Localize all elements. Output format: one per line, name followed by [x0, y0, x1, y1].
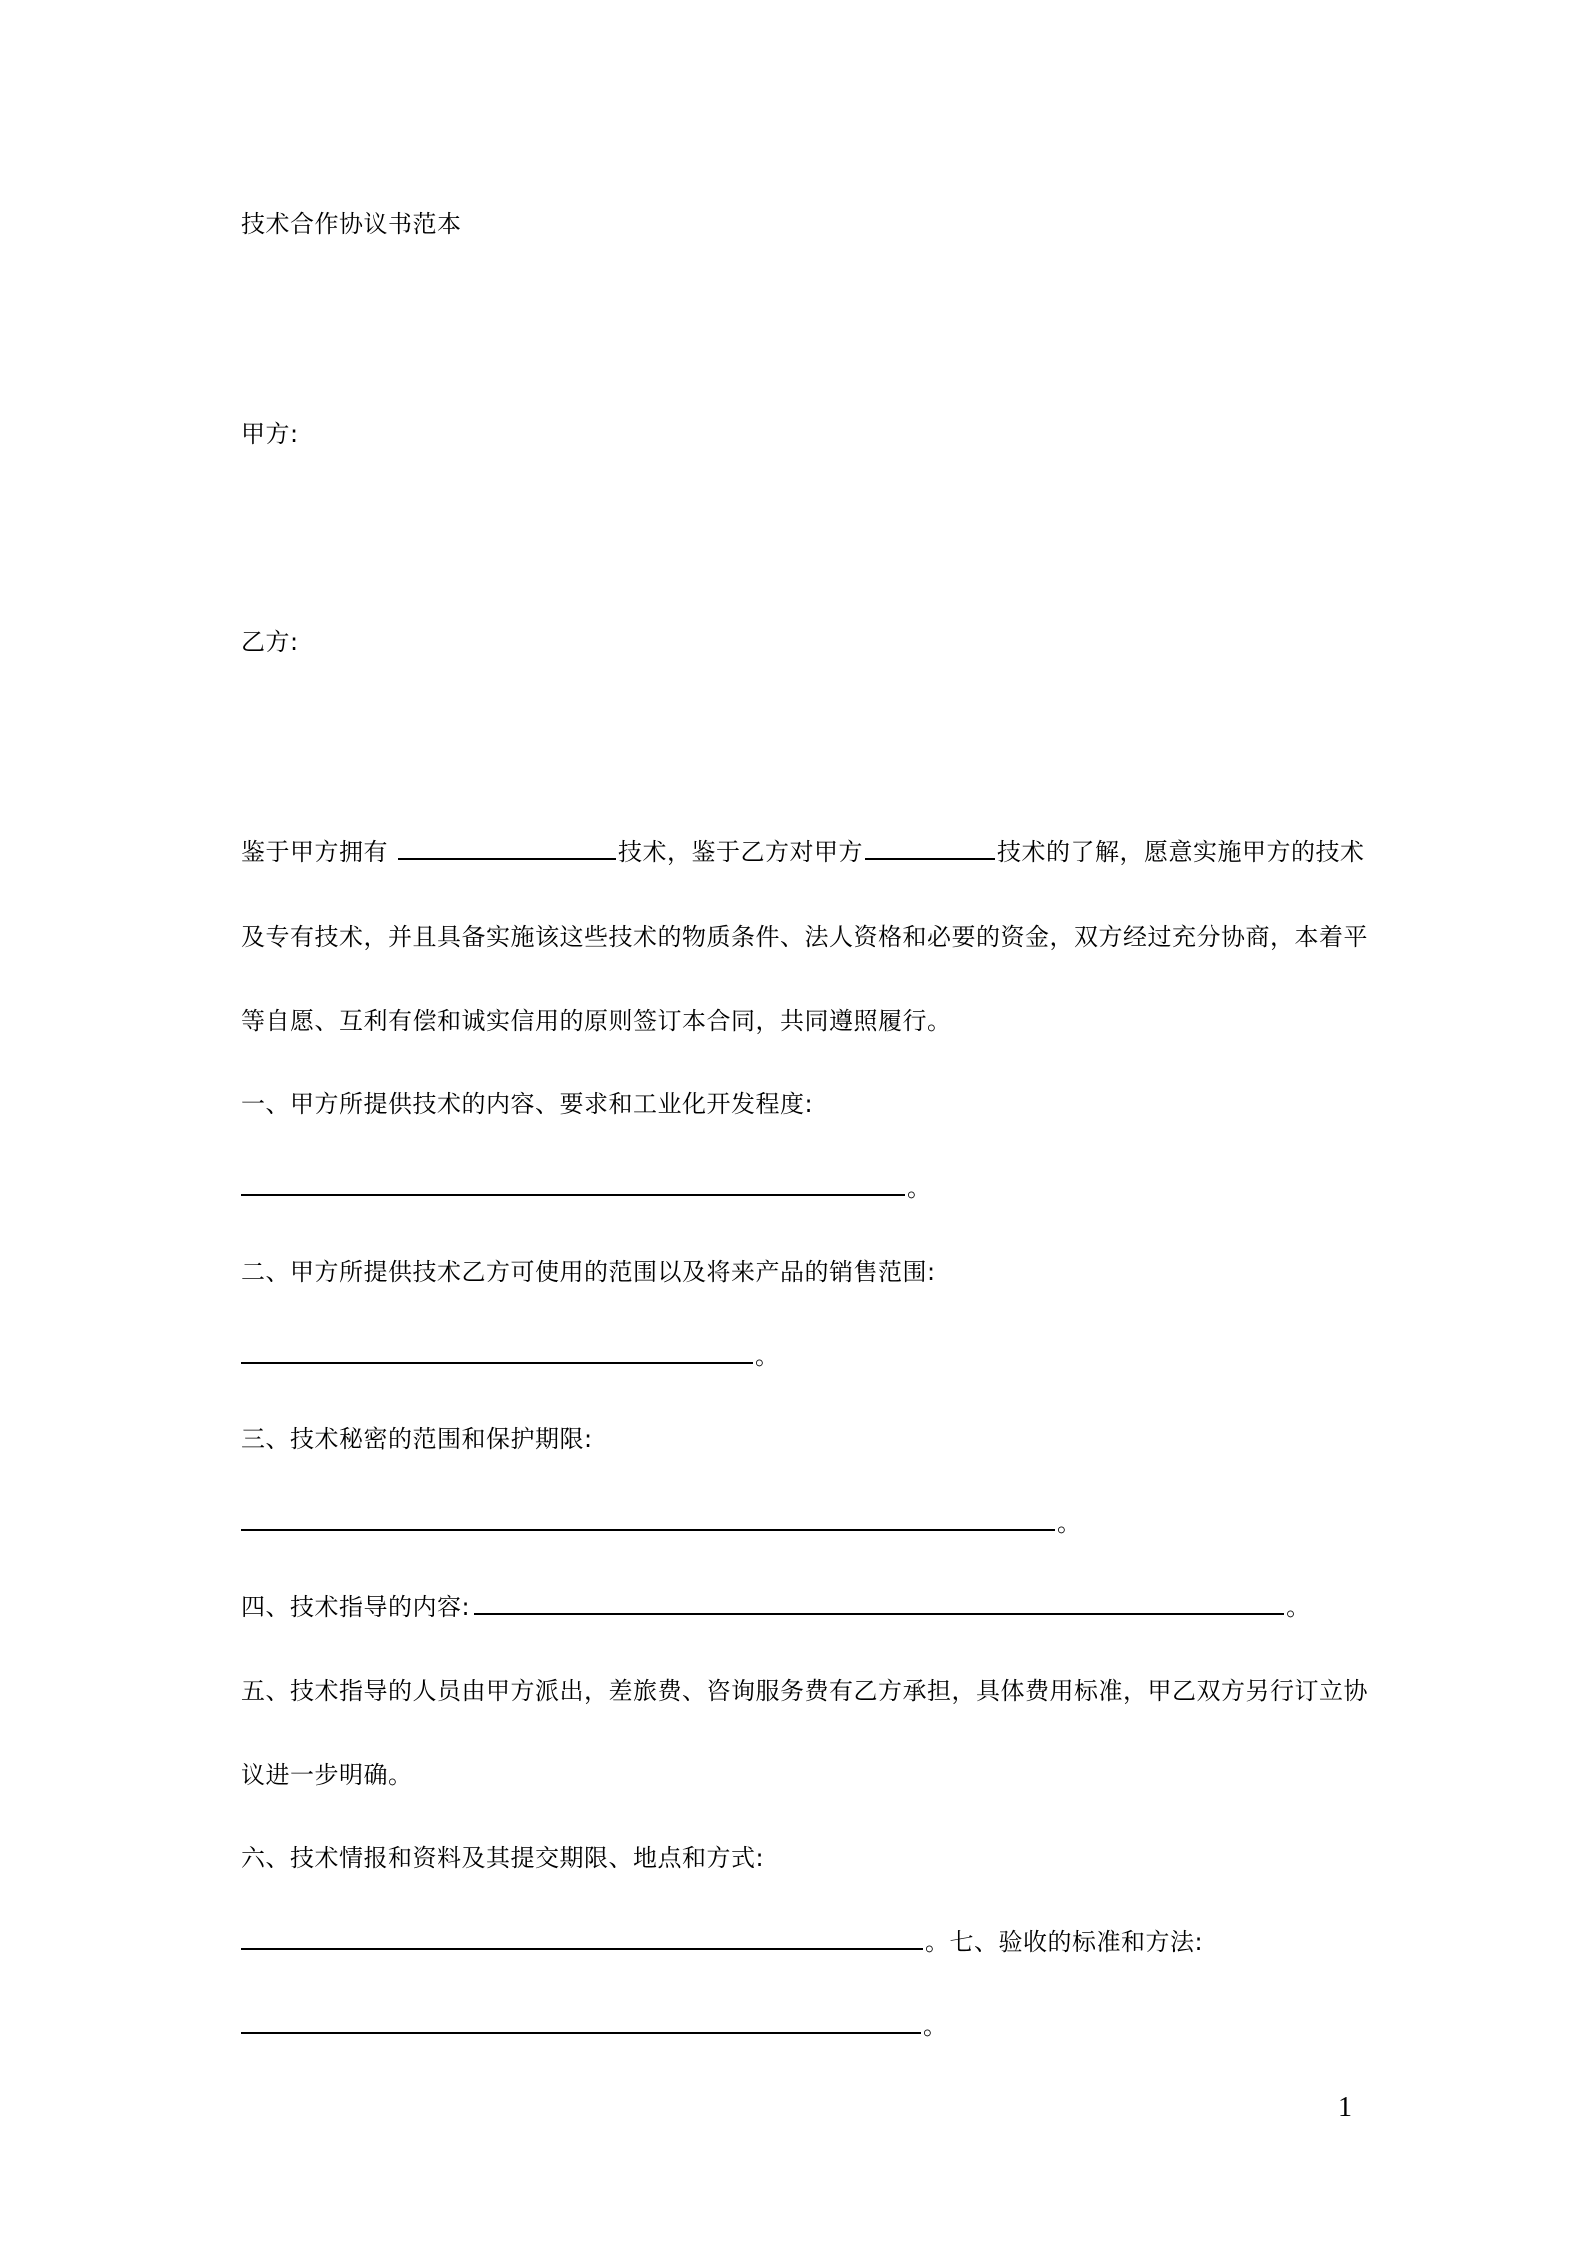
preamble-text-3: 技术的了解，愿意实施甲方的技术	[997, 838, 1365, 866]
clause-4-period: 。	[1286, 1593, 1311, 1621]
preamble-line-1	[241, 836, 1365, 868]
clause-2-blank[interactable]	[241, 1340, 753, 1364]
clause-5-line-2: 议进一步明确。	[241, 1761, 413, 1789]
clause-7-heading: 七、验收的标准和方法:	[949, 1928, 1204, 1956]
preamble-text-2: 技术，鉴于乙方对甲方	[618, 838, 863, 866]
clause-2-fill-line	[241, 1340, 780, 1372]
clause-3-period: 。	[1057, 1509, 1082, 1537]
clause-6-heading: 六、技术情报和资料及其提交期限、地点和方式:	[241, 1844, 765, 1872]
clause-6-blank[interactable]	[241, 1926, 923, 1950]
clause-4-line	[241, 1591, 1311, 1623]
document-title: 技术合作协议书范本	[241, 210, 462, 238]
technology-name-blank-2[interactable]	[865, 836, 995, 860]
clause-6-fill-line	[241, 1926, 1203, 1958]
clause-7-period: 。	[923, 2012, 948, 2040]
clause-1-fill-line	[241, 1172, 932, 1204]
preamble-line-3: 等自愿、互利有偿和诚实信用的原则签订本合同，共同遵照履行。	[241, 1007, 952, 1035]
clause-1-blank[interactable]	[241, 1172, 905, 1196]
clause-6-period: 。	[925, 1928, 950, 1956]
clause-7-blank[interactable]	[241, 2010, 921, 2034]
clause-7-fill-line	[241, 2010, 948, 2042]
clause-3-heading: 三、技术秘密的范围和保护期限:	[241, 1425, 593, 1453]
party-b-label: 乙方:	[241, 628, 299, 656]
clause-2-period: 。	[755, 1342, 780, 1370]
preamble-text-1: 鉴于甲方拥有	[241, 838, 388, 866]
clause-3-blank[interactable]	[241, 1507, 1055, 1531]
clause-1-period: 。	[907, 1174, 932, 1202]
clause-2-heading: 二、甲方所提供技术乙方可使用的范围以及将来产品的销售范围:	[241, 1258, 936, 1286]
clause-4-heading: 四、技术指导的内容:	[241, 1593, 471, 1621]
preamble-line-2: 及专有技术，并且具备实施该这些技术的物质条件、法人资格和必要的资金，双方经过充分协商，本着平	[241, 923, 1368, 951]
clause-4-blank[interactable]	[474, 1591, 1284, 1615]
clause-5-line-1: 五、技术指导的人员由甲方派出，差旅费、咨询服务费有乙方承担，具体费用标准，甲乙双方另行订立协	[241, 1677, 1368, 1705]
clause-1-heading: 一、甲方所提供技术的内容、要求和工业化开发程度:	[241, 1090, 814, 1118]
clause-3-fill-line	[241, 1507, 1082, 1539]
party-a-label: 甲方:	[241, 420, 299, 448]
page-number: 1	[1338, 2092, 1352, 2123]
technology-name-blank[interactable]	[398, 836, 616, 860]
